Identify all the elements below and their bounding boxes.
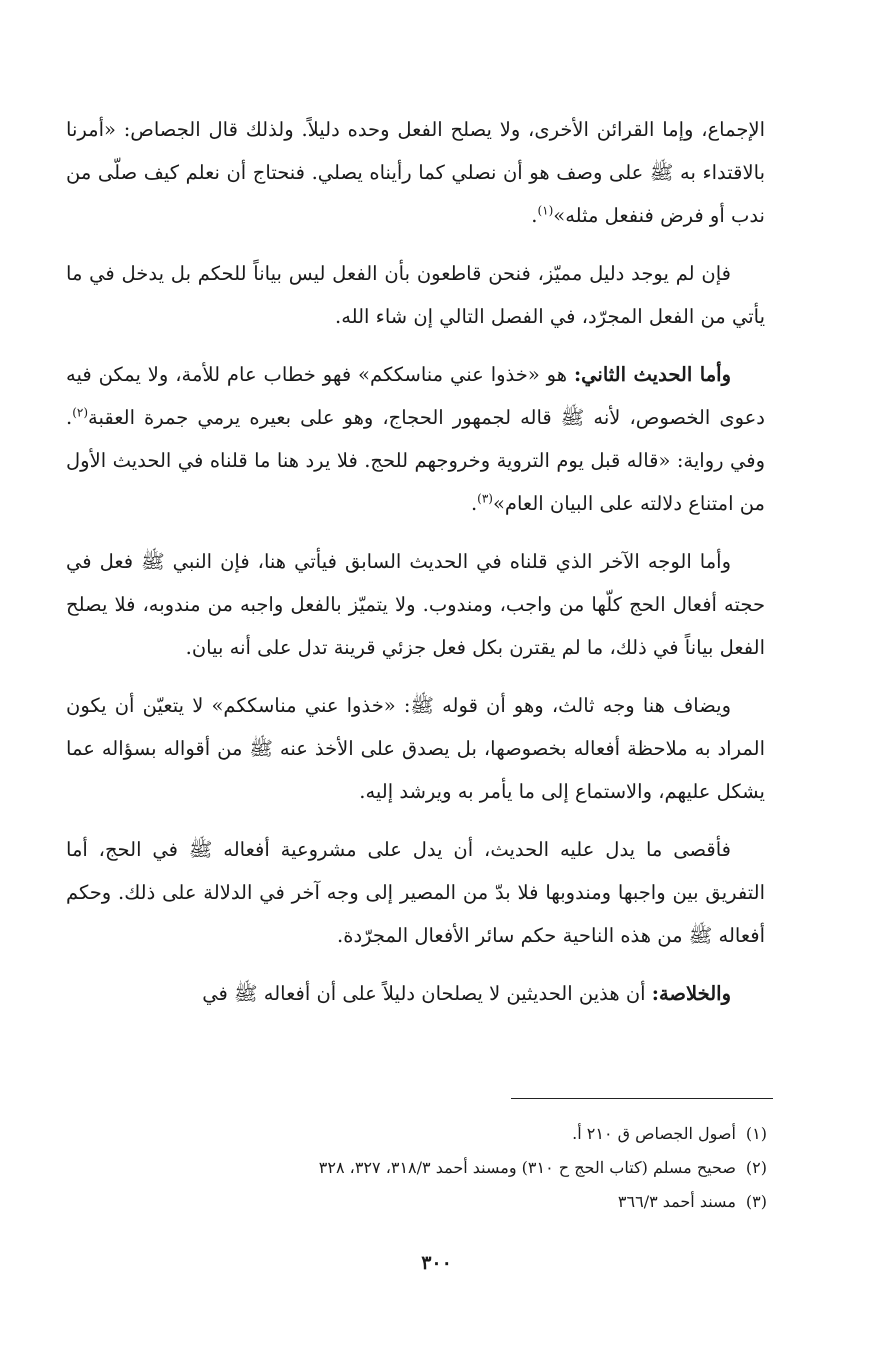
paragraph-3-heading: وأما الحديث الثاني: bbox=[573, 363, 732, 386]
paragraph-3-tail-2: . bbox=[470, 492, 478, 515]
paragraph-5-text: ويضاف هنا وجه ثالث، وهو أن قوله ﷺ: «خذوا عني مناسككم» لا يتعيّن أن يكون المراد به ملاحظة أفعاله بخصوصها، بل يصدق على الأخذ عنه ﷺ من أقواله بسؤاله عما يشكل عليهم، والاستماع إلى ما يأمر به ويرشد إليه. bbox=[66, 694, 765, 803]
footnote-3-number: (٣) bbox=[745, 1192, 767, 1211]
paragraph-7-heading: والخلاصة: bbox=[651, 982, 731, 1005]
footnote-2-number: (٢) bbox=[745, 1158, 767, 1177]
paragraph-5 bbox=[66, 684, 765, 813]
paragraph-6-text: فأقصى ما يدل عليه الحديث، أن يدل على مشروعية أفعاله ﷺ في الحج، أما التفريق بين واجبها ومندوبها فلا بدّ من المصير إلى وجه آخر في الدلالة على ذلك. وحكم أفعاله ﷺ من هذه الناحية حكم سائر الأفعال المجرّدة. bbox=[66, 838, 765, 947]
paragraph-4-text: وأما الوجه الآخر الذي قلناه في الحديث السابق فيأتي هنا، فإن النبي ﷺ فعل في حجته أفعال الحج كلّها من واجب، ومندوب. ولا يتميّز بالفعل واجبه من مندوبه، فلا يصلح الفعل بياناً في ذلك، ما لم يقترن بكل فعل جزئي قرينة تدل على أنه بيان. bbox=[66, 550, 765, 659]
footnote-3-text: مسند أحمد ٣٦٦/٣ bbox=[617, 1192, 736, 1211]
footnote-3 bbox=[66, 1185, 767, 1219]
main-text bbox=[66, 108, 765, 1030]
paragraph-7 bbox=[66, 972, 765, 1015]
paragraph-1-tail: . bbox=[531, 204, 538, 227]
footnote-1 bbox=[66, 1117, 767, 1151]
paragraph-4 bbox=[66, 540, 765, 669]
paragraph-1 bbox=[66, 108, 765, 237]
footnote-ref-2: (٢) bbox=[72, 405, 89, 420]
paragraph-2 bbox=[66, 252, 765, 338]
footnotes bbox=[66, 1117, 767, 1219]
footnote-ref-3: (٣) bbox=[477, 491, 493, 506]
footnote-1-number: (١) bbox=[745, 1124, 767, 1143]
paragraph-3-text: هو «خذوا عني مناسككم» فهو خطاب عام للأمة، ولا يمكن فيه دعوى الخصوص، لأنه ﷺ قاله لجمهور الحجاج، وهو على بعيره يرمي جمرة العقبة bbox=[66, 363, 765, 429]
paragraph-2-text: فإن لم يوجد دليل مميّز، فنحن قاطعون بأن الفعل ليس بياناً للحكم بل يدخل في ما يأتي من الفعل المجرّد، في الفصل التالي إن شاء الله. bbox=[66, 262, 765, 328]
footnote-2 bbox=[66, 1151, 767, 1185]
page-number: ٣٠٠ bbox=[421, 1252, 452, 1274]
paragraph-3-tail: . وفي رواية: «قاله قبل يوم التروية وخروجهم للحج. فلا يرد هنا ما قلناه في الحديث الأول من امتناع دلالته على البيان العام» bbox=[66, 406, 765, 515]
footnote-ref-1: (١) bbox=[537, 203, 554, 218]
paragraph-7-text: أن هذين الحديثين لا يصلحان دليلاً على أن أفعاله ﷺ في bbox=[202, 982, 652, 1005]
paragraph-1-text: الإجماع، وإما القرائن الأخرى، ولا يصلح الفعل وحده دليلاً. ولذلك قال الجصاص: «أمرنا بالاقتداء به ﷺ على وصف هو أن نصلي كما رأيناه يصلي. فنحتاج أن نعلم كيف صلّى من ندب أو فرض فنفعل مثله» bbox=[66, 118, 765, 227]
paragraph-3 bbox=[66, 353, 765, 525]
paragraph-6 bbox=[66, 828, 765, 957]
footnote-2-text: صحيح مسلم (كتاب الحج ح ٣١٠) ومسند أحمد ٣١٨/٣، ٣٢٧، ٣٢٨ bbox=[318, 1158, 736, 1177]
footnote-1-text: أصول الجصاص ق ٢١٠ أ. bbox=[572, 1124, 736, 1143]
footnote-divider bbox=[511, 1098, 773, 1099]
